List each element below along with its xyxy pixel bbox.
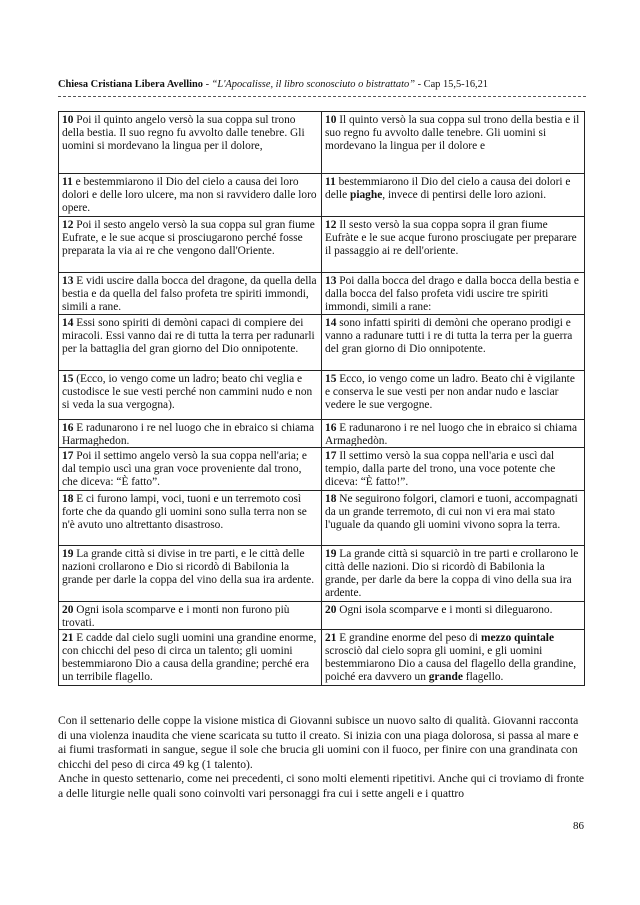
verse-number: 19 <box>325 548 337 560</box>
verse-cell-version-b <box>322 420 585 448</box>
verse-cell-version-a <box>59 273 322 315</box>
verse-text: Poi il quinto angelo versò la sua coppa sul trono della bestia. Il suo regno fu avvolto dalle tenebre. Gli uomini si mordevano la lingua per il dolore, <box>62 114 305 152</box>
verse-cell-version-b <box>322 546 585 602</box>
verse-text: Il settimo versò la sua coppa nell'aria e uscì dal tempio, dalla parte del trono, una voce potente che diceva: “È fatto!”. <box>325 450 556 488</box>
commentary <box>58 714 586 801</box>
verse-text: Essi sono spiriti di demòni capaci di compiere dei miracoli. Essi vanno dai re di tutta la terra per radunarli per la battaglia del gran giorno del Dio onnipotente. <box>62 317 315 355</box>
emphasized-text: mezzo quintale <box>480 632 555 644</box>
verse-number: 17 <box>325 450 337 462</box>
verse-text: , invece di pentirsi delle loro azioni. <box>382 189 547 201</box>
verse-cell-version-b <box>322 602 585 630</box>
verse-cell-version-a <box>59 602 322 630</box>
verse-number: 18 <box>62 493 74 505</box>
document-title: “L'Apocalisse, il libro sconosciuto o bistrattato” <box>211 79 415 90</box>
emphasized-text: grande <box>428 671 463 683</box>
verse-cell-version-b <box>322 217 585 273</box>
verse-number: 14 <box>325 317 337 329</box>
verse-number: 14 <box>62 317 74 329</box>
verse-number: 17 <box>62 450 74 462</box>
verse-text: flagello. <box>462 671 504 683</box>
verse-number: 16 <box>325 422 337 434</box>
verse-cell-version-a <box>59 491 322 546</box>
verse-number: 11 <box>62 176 73 188</box>
verse-cell-version-a <box>59 448 322 491</box>
verse-text: E radunarono i re nel luogo che in ebraico si chiama Harmaghedon. <box>62 422 315 446</box>
verse-cell-version-a <box>59 546 322 602</box>
page-header <box>58 79 588 91</box>
verse-cell-version-a <box>59 112 322 174</box>
verse-text: scrosciò dal cielo sopra gli uomini, e gli uomini bestemmiarono Dio a causa del flagello della grandine, poiché era davvero un <box>325 645 577 683</box>
verse-row <box>59 448 585 491</box>
verse-number: 11 <box>325 176 336 188</box>
verse-cell-version-b <box>322 174 585 217</box>
verse-text: Il quinto versò la sua coppa sul trono della bestia e il suo regno fu avvolto dalle tenebre. Gli uomini si mordevano la lingua per il dolore e <box>325 114 580 152</box>
verse-row <box>59 112 585 174</box>
verse-text: La grande città si divise in tre parti, e le città delle nazioni crollarono e Dio si ricordò di Babilonia la grande per darle la coppa del vino della sua ira ardente. <box>62 548 315 586</box>
verse-text: Il sesto versò la sua coppa sopra il gran fiume Eufràte e le sue acque furono prosciugate per preparare il passaggio ai re dell'oriente. <box>325 219 577 257</box>
verse-cell-version-a <box>59 371 322 420</box>
verse-number: 20 <box>325 604 337 616</box>
verse-number: 13 <box>325 275 337 287</box>
verse-number: 19 <box>62 548 74 560</box>
verse-number: 10 <box>62 114 74 126</box>
verse-text: E radunarono i re nel luogo che in ebraico si chiama Armaghedòn. <box>325 422 578 446</box>
verse-cell-version-b <box>322 630 585 686</box>
verse-number: 15 <box>62 373 74 385</box>
commentary-paragraph: Anche in questo settenario, come nei precedenti, ci sono molti elementi ripetitivi. Anche qui ci troviamo di fronte a delle liturgie nelle quali sono coinvolti vari personaggi fra cui i sette angeli e i quattro <box>58 772 585 800</box>
verse-number: 10 <box>325 114 337 126</box>
verse-row <box>59 315 585 371</box>
header-separator: - <box>203 79 212 90</box>
verse-text: (Ecco, io vengo come un ladro; beato chi veglia e custodisce le sue vesti perché non cammini nudo e non si veda la sua vergogna). <box>62 373 313 411</box>
emphasized-text: piaghe <box>349 189 383 201</box>
chapter-reference: - Cap 15,5-16,21 <box>414 79 488 90</box>
header-divider <box>58 96 586 97</box>
verse-cell-version-a <box>59 217 322 273</box>
verse-cell-version-a <box>59 174 322 217</box>
verse-text: bestemmiarono il Dio del cielo a causa dei dolori e delle <box>325 176 571 201</box>
verse-row <box>59 217 585 273</box>
verse-text: sono infatti spiriti di demòni che operano prodigi e vanno a radunare tutti i re di tutta la terra per la guerra del gran giorno di Dio onnipotente. <box>325 317 573 355</box>
verse-text: E cadde dal cielo sugli uomini una grandine enorme, con chicchi del peso di circa un talento; gli uomini bestemmiarono Dio a causa della grandine; perché era un terribile flagello. <box>62 632 317 683</box>
verse-text: E ci furono lampi, voci, tuoni e un terremoto così forte che da quando gli uomini sono sulla terra non se n'è avuto uno altrettanto disastroso. <box>62 493 307 531</box>
verse-text: Ne seguirono folgori, clamori e tuoni, accompagnati da un grande terremoto, di cui non vi era mai stato l'uguale da quando gli uomini vivono sopra la terra. <box>325 493 578 531</box>
verse-row <box>59 602 585 630</box>
verse-number: 16 <box>62 422 74 434</box>
verse-cell-version-a <box>59 630 322 686</box>
verse-row <box>59 546 585 602</box>
commentary-paragraph: Con il settenario delle coppe la visione mistica di Giovanni subisce un nuovo salto di qualità. Giovanni racconta di una violenza inaudita che viene scaricata su tutto il creato. Si inizia con una piaga dolorosa, si passa al mare e ai fiumi trasformati in sangue, segue il sole che brucia gli uomini con il fuoco, per finire con una grandinata con chicchi del peso di circa 49 kg (1 talento). <box>58 714 579 771</box>
page-number: 86 <box>573 820 584 832</box>
verse-cell-version-b <box>322 371 585 420</box>
verse-number: 12 <box>325 219 337 231</box>
verse-number: 15 <box>325 373 337 385</box>
verse-cell-version-a <box>59 420 322 448</box>
comparison-table <box>58 111 585 686</box>
verse-text: Ogni isola scomparve e i monti si dileguarono. <box>336 604 553 616</box>
verse-text: E grandine enorme del peso di <box>336 632 481 644</box>
verse-row <box>59 273 585 315</box>
verse-row <box>59 371 585 420</box>
verse-row <box>59 174 585 217</box>
verse-cell-version-b <box>322 491 585 546</box>
verse-text: Ecco, io vengo come un ladro. Beato chi è vigilante e conserva le sue vesti per non andar nudo e lasciar vedere le sue vergogne. <box>325 373 575 411</box>
verse-cell-version-a <box>59 315 322 371</box>
verse-cell-version-b <box>322 112 585 174</box>
verse-number: 18 <box>325 493 337 505</box>
verse-row <box>59 630 585 686</box>
church-name: Chiesa Cristiana Libera Avellino <box>58 79 203 90</box>
verse-number: 12 <box>62 219 74 231</box>
verse-text: e bestemmiarono il Dio del cielo a causa dei loro dolori e delle loro ulcere, ma non si ravvidero dalle loro opere. <box>62 176 317 214</box>
verse-number: 21 <box>325 632 337 644</box>
verse-text: E vidi uscire dalla bocca del dragone, da quella della bestia e da quella del falso profeta tre spiriti immondi, simili a rane. <box>62 275 317 313</box>
verse-row <box>59 420 585 448</box>
verse-text: Ogni isola scomparve e i monti non furono più trovati. <box>62 604 290 628</box>
verse-number: 20 <box>62 604 74 616</box>
verse-row <box>59 491 585 546</box>
verse-number: 21 <box>62 632 74 644</box>
verse-text: La grande città si squarciò in tre parti e crollarono le città delle nazioni. Dio si ricordò di Babilonia la grande, per darle da bere la coppa di vino della sua ira ardente. <box>325 548 579 599</box>
verse-text: Poi il sesto angelo versò la sua coppa sul gran fiume Eufrate, e le sue acque si prosciugarono perché fosse preparata la via ai re che vengono dall'Oriente. <box>62 219 315 257</box>
verse-number: 13 <box>62 275 74 287</box>
verse-cell-version-b <box>322 273 585 315</box>
verse-cell-version-b <box>322 315 585 371</box>
verse-text: Poi il settimo angelo versò la sua coppa nell'aria; e dal tempio uscì una gran voce proveniente dal trono, che diceva: “È fatto”. <box>62 450 307 488</box>
verse-cell-version-b <box>322 448 585 491</box>
verse-text: Poi dalla bocca del drago e dalla bocca della bestia e dalla bocca del falso profeta vidi uscire tre spiriti immondi, simili a rane: <box>325 275 579 313</box>
